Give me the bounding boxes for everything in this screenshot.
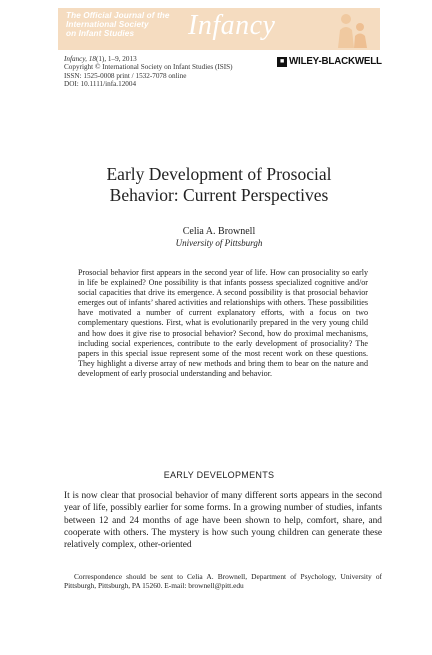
journal-name: Infancy, bbox=[64, 55, 87, 63]
journal-banner-subtitle bbox=[66, 11, 186, 39]
citation-line-journal bbox=[64, 55, 304, 63]
journal-banner-title: Infancy bbox=[188, 10, 276, 41]
banner-line-3: on Infant Studies bbox=[66, 29, 135, 39]
publisher-name: WILEY-BLACKWELL bbox=[289, 56, 382, 67]
correspondence-footnote: Correspondence should be sent to Celia A. Brownell, Department of Psychology, University of Pittsburgh, Pittsburgh, PA 15260. E-mail: brownell@pitt.edu bbox=[64, 572, 382, 591]
parent-and-child-silhouette-icon bbox=[332, 12, 372, 48]
article-title-line-2: Behavior: Current Perspectives bbox=[109, 185, 329, 205]
citation-block bbox=[64, 55, 304, 88]
wiley-blackwell-logo-icon: ■ bbox=[277, 57, 287, 67]
banner-line-2: International Society bbox=[66, 20, 149, 30]
publisher-logo bbox=[277, 56, 382, 67]
journal-volume: 18 bbox=[88, 55, 96, 63]
copyright-line: Copyright © International Society on Infant Studies (ISIS) bbox=[64, 63, 233, 72]
author-name: Celia A. Brownell bbox=[182, 226, 256, 237]
abstract: Prosocial behavior first appears in the second year of life. How can prosociality so early in life be explained? One possibility is that infants possess specialized cognitive and/or social capacities that drive its emergence. A second possibility is that prosocial behavior emerges out of infants’ shared activities and relationships with others. These possibilities have motivated a number of current explanatory efforts, with a focus on two complementary questions. First, what is evolutionarily prepared in the very young child and how does it give rise to prosocial behavior? Second, how do proximal mechanisms, including social experiences, contribute to the early development of prosociality? The papers in this special issue represent some of the most recent work on these questions. They highlight a diverse array of new methods and bring them to bear on the nature and development of early prosocial understanding and behavior. bbox=[78, 268, 368, 378]
section-heading: EARLY DEVELOPMENTS bbox=[163, 470, 275, 480]
body-paragraph: It is now clear that prosocial behavior of many different sorts appears in the second year of life, possibly earlier for some forms. In a growing number of studies, infants between 12 and 24 months of age have been shown to help, comfort, share, and cooperate with others. The mystery is how such young children can generate these relatively complex, other-oriented bbox=[64, 491, 382, 551]
article-title-line-1: Early Development of Prosocial bbox=[106, 164, 332, 184]
article-title bbox=[64, 164, 374, 206]
issn-line: ISSN: 1525-0008 print / 1532-7078 online bbox=[64, 71, 187, 80]
doi-line: DOI: 10.1111/infa.12004 bbox=[64, 79, 137, 88]
banner-line-1: The Official Journal of the bbox=[66, 11, 170, 20]
journal-issue-pages: (1), 1–9, 2013 bbox=[95, 55, 137, 63]
author-affiliation: University of Pittsburgh bbox=[175, 238, 263, 248]
